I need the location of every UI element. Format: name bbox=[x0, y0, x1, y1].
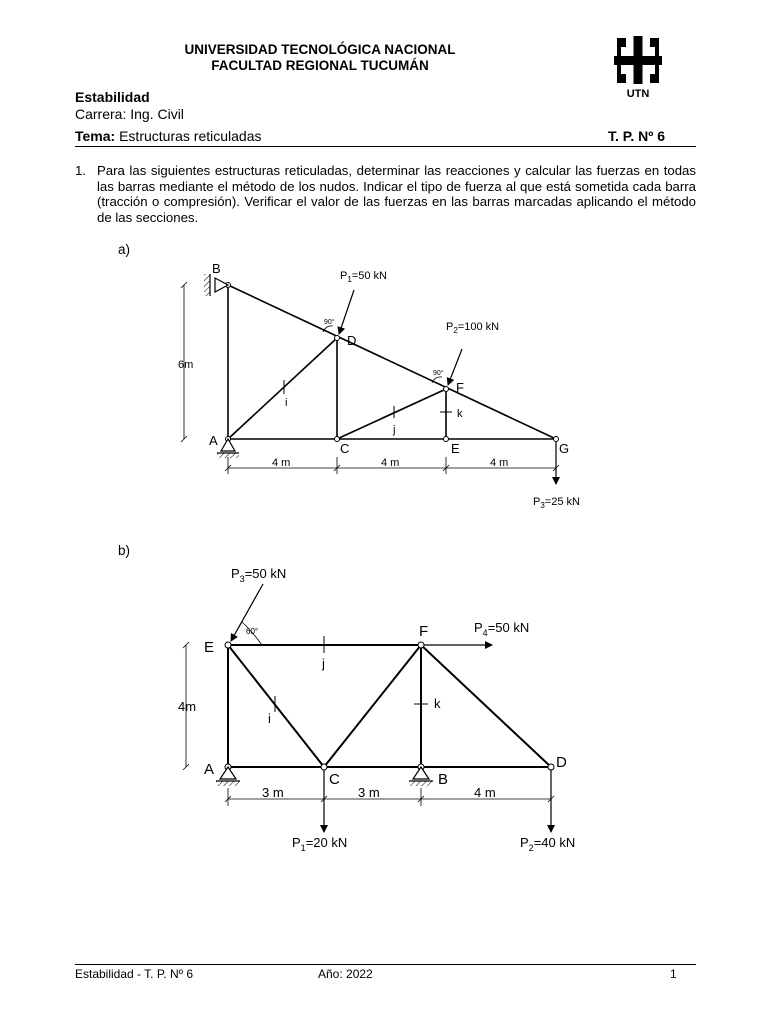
bar-cf-b bbox=[324, 645, 421, 767]
support-b-b bbox=[409, 767, 433, 786]
career-line: Carrera: Ing. Civil bbox=[75, 106, 184, 122]
exercise-text: Para las siguientes estructuras reticuladas, determinar las reacciones y calcular las fuerzas en todas las barras mediante el método de los nudos. Indicar el tipo de fuerza al que está sometida cada barra (tracción o compresión). Verificar el valor de las fuerzas en las barras marcadas aplicando el método de las secciones. bbox=[97, 163, 696, 225]
support-b bbox=[204, 274, 228, 296]
node-c bbox=[335, 437, 340, 442]
node-label-e-b: E bbox=[204, 639, 215, 656]
load-label-p3: $P_3=25$ kN bbox=[533, 496, 580, 510]
bar-label-j-b: j bbox=[322, 656, 325, 671]
node-label-a-b: A bbox=[204, 761, 215, 778]
node-label-d-b: D bbox=[556, 754, 567, 771]
load-label-p1: $P_1=50$ kN bbox=[340, 270, 387, 284]
load-label-p2: $P_2=100$ kN bbox=[446, 321, 500, 335]
load-p1-arrow bbox=[339, 290, 354, 334]
node-label-c: C bbox=[340, 441, 350, 456]
footer-year: Año: 2022 bbox=[318, 967, 373, 981]
node-f bbox=[444, 387, 449, 392]
dim-label-span2: 4 m bbox=[381, 457, 400, 469]
bar-ad bbox=[228, 338, 337, 439]
exercise-number: 1. bbox=[75, 163, 86, 178]
bar-ec bbox=[228, 645, 324, 767]
truss-b-diagram bbox=[176, 556, 596, 856]
utn-logo bbox=[612, 36, 664, 100]
subject-title: Estabilidad bbox=[75, 89, 150, 105]
university-name: UNIVERSIDAD TECNOLÓGICA NACIONAL bbox=[184, 42, 456, 57]
bar-top-chord bbox=[228, 285, 556, 439]
footer-rule bbox=[75, 964, 696, 965]
faculty-name: FACULTAD REGIONAL TUCUMÁN bbox=[211, 58, 429, 73]
node-d bbox=[335, 336, 340, 341]
node-label-e: E bbox=[451, 441, 460, 456]
node-label-g: G bbox=[559, 441, 570, 456]
topic-line bbox=[75, 128, 262, 144]
dim-label-span1: 4 m bbox=[272, 457, 291, 469]
node-label-d: D bbox=[347, 333, 357, 348]
support-a-b bbox=[216, 767, 240, 786]
load-label-p3-b: $P_3=50$ kN bbox=[231, 566, 287, 584]
bar-label-k-b: k bbox=[434, 696, 441, 711]
node-d-b bbox=[548, 764, 554, 770]
dim-label-height: 6m bbox=[178, 359, 194, 371]
load-label-p1-b: $P_1=20$ kN bbox=[292, 835, 348, 853]
truss-a-diagram bbox=[176, 252, 596, 522]
node-label-b: B bbox=[212, 261, 221, 276]
header-rule bbox=[75, 146, 696, 147]
footer-page-number: 1 bbox=[670, 967, 677, 981]
angle-label-d: 90° bbox=[324, 319, 335, 326]
topic-label: Tema: bbox=[75, 128, 116, 144]
bar-cf bbox=[337, 389, 446, 439]
node-label-f: F bbox=[456, 380, 464, 395]
node-label-c-b: C bbox=[329, 771, 340, 788]
dim-label-span3: 4 m bbox=[490, 457, 509, 469]
bar-label-k: k bbox=[457, 408, 463, 420]
node-label-b-b: B bbox=[438, 771, 449, 788]
support-a bbox=[217, 439, 239, 458]
node-label-f-b: F bbox=[419, 623, 429, 640]
dim-label-span3-b: 4 m bbox=[474, 785, 496, 800]
node-e-b bbox=[225, 642, 231, 648]
dim-label-height-b: 4m bbox=[178, 699, 197, 714]
logo-text: UTN bbox=[626, 88, 650, 100]
node-g bbox=[554, 437, 559, 442]
angle-label-f: 90° bbox=[433, 370, 444, 377]
bar-label-j: j bbox=[393, 424, 396, 436]
topic-value: Estructuras reticuladas bbox=[119, 128, 262, 144]
bar-fd bbox=[421, 645, 551, 767]
node-c-b bbox=[321, 764, 327, 770]
part-b-label: b) bbox=[118, 543, 131, 558]
exercise-statement bbox=[75, 163, 696, 225]
node-label-a: A bbox=[209, 433, 218, 448]
bar-label-i: i bbox=[285, 397, 288, 409]
bar-label-i-b: i bbox=[268, 711, 271, 726]
node-e bbox=[444, 437, 449, 442]
dim-label-span2-b: 3 m bbox=[358, 785, 380, 800]
node-f-b bbox=[418, 642, 424, 648]
angle-label-e: 60° bbox=[246, 627, 259, 636]
tp-number: T. P. Nº 6 bbox=[608, 128, 665, 144]
load-label-p4-b: $P_4=50$ kN bbox=[474, 620, 530, 638]
footer-left: Estabilidad - T. P. Nº 6 bbox=[75, 967, 194, 981]
load-label-p2-b: $P_2=40$ kN bbox=[520, 835, 576, 853]
part-a-label: a) bbox=[118, 242, 131, 257]
dim-label-span1-b: 3 m bbox=[262, 785, 284, 800]
